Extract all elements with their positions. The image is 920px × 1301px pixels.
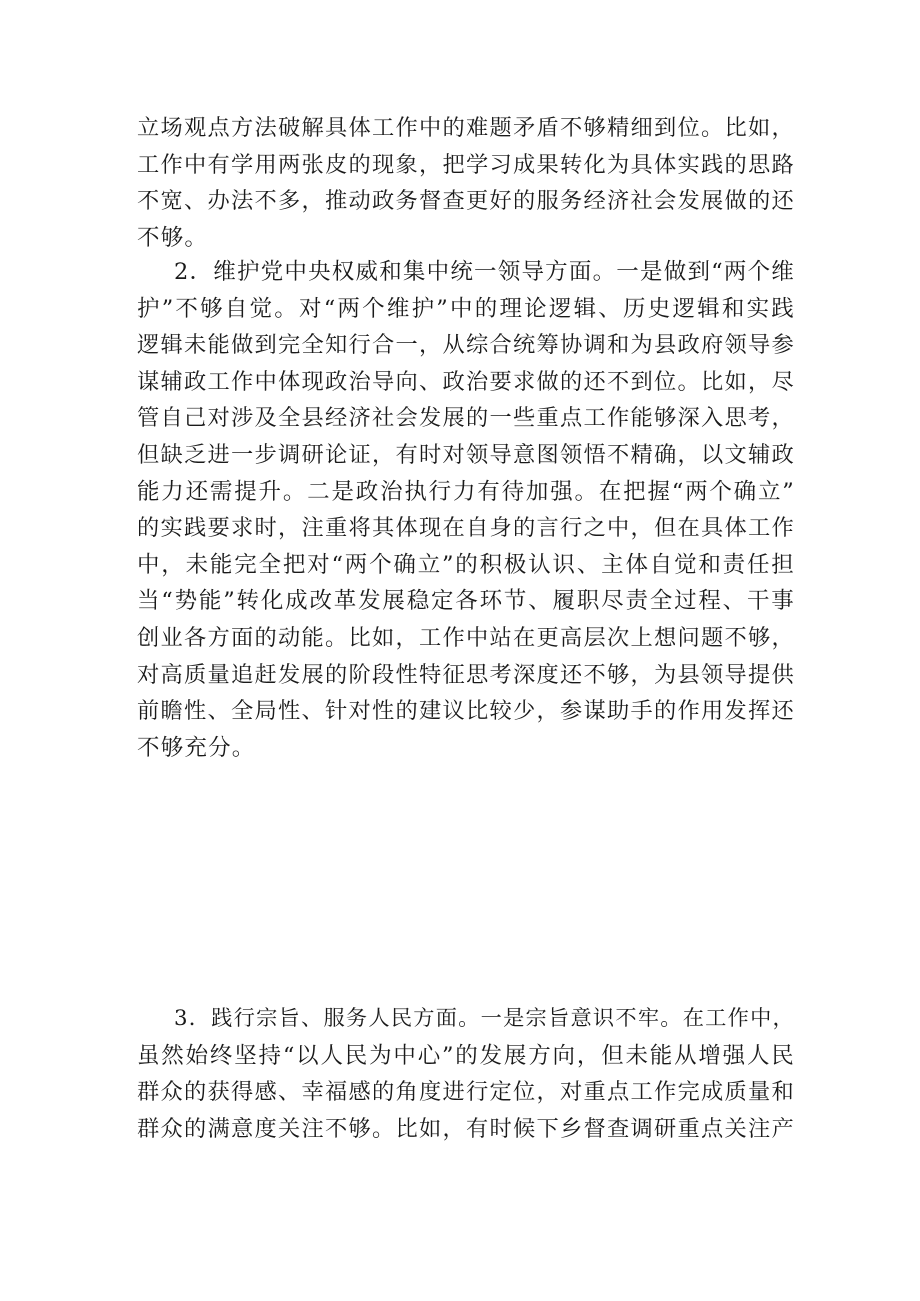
text-line: 群众的获得感、幸福感的角度进行定位，对重点工作完成质量和 <box>137 1079 795 1106</box>
text-line: 不够充分。 <box>137 734 256 761</box>
text-line: 能力还需提升。二是政治执行力有待加强。在把握“两个确立” <box>137 478 795 505</box>
text-line: 管自己对涉及全县经济社会发展的一些重点工作能够深入思考， <box>137 405 795 432</box>
text-line: 虽然始终坚持“以人民为中心”的发展方向，但未能从增强人民 <box>137 1042 795 1069</box>
text-line: 中，未能完全把对“两个确立”的积极认识、主体自觉和责任担 <box>137 551 795 578</box>
text-line: 逻辑未能做到完全知行合一，从综合统筹协调和为县政府领导参 <box>137 332 795 359</box>
paragraph-heading-line: 2．维护党中央权威和集中统一领导方面。一是做到“两个维 <box>174 259 795 285</box>
text-line: 群众的满意度关注不够。比如，有时候下乡督查调研重点关注产 <box>137 1115 795 1142</box>
text-line: 对高质量追赶发展的阶段性特征思考深度还不够，为县领导提供 <box>137 661 795 688</box>
text-line: 前瞻性、全局性、针对性的建议比较少，参谋助手的作用发挥还 <box>137 698 795 725</box>
text-line: 工作中有学用两张皮的现象，把学习成果转化为具体实践的思路 <box>137 151 795 178</box>
text-line: 护”不够自觉。对“两个维护”中的理论逻辑、历史逻辑和实践 <box>137 295 795 322</box>
text-line: 创业各方面的动能。比如，工作中站在更高层次上想问题不够， <box>137 624 795 651</box>
paragraph-1 <box>137 110 795 256</box>
text-line: 但缺乏进一步调研论证，有时对领导意图领悟不精确，以文辅政 <box>137 441 795 468</box>
paragraph-3 <box>137 1001 795 1147</box>
text-line: 谋辅政工作中体现政治导向、政治要求做的还不到位。比如，尽 <box>137 368 795 395</box>
text-line: 不宽、办法不多，推动政务督查更好的服务经济社会发展做的还 <box>137 188 795 215</box>
paragraph-2 <box>137 254 795 766</box>
paragraph-heading-line: 3．践行宗旨、服务人民方面。一是宗旨意识不牢。在工作中， <box>174 1006 795 1031</box>
text-line: 不够。 <box>137 224 209 251</box>
text-line: 当“势能”转化成改革发展稳定各环节、履职尽责全过程、干事 <box>137 588 795 615</box>
text-line: 的实践要求时，注重将其体现在自身的言行之中，但在具体工作 <box>137 515 795 542</box>
text-line: 立场观点方法破解具体工作中的难题矛盾不够精细到位。比如， <box>137 115 795 141</box>
